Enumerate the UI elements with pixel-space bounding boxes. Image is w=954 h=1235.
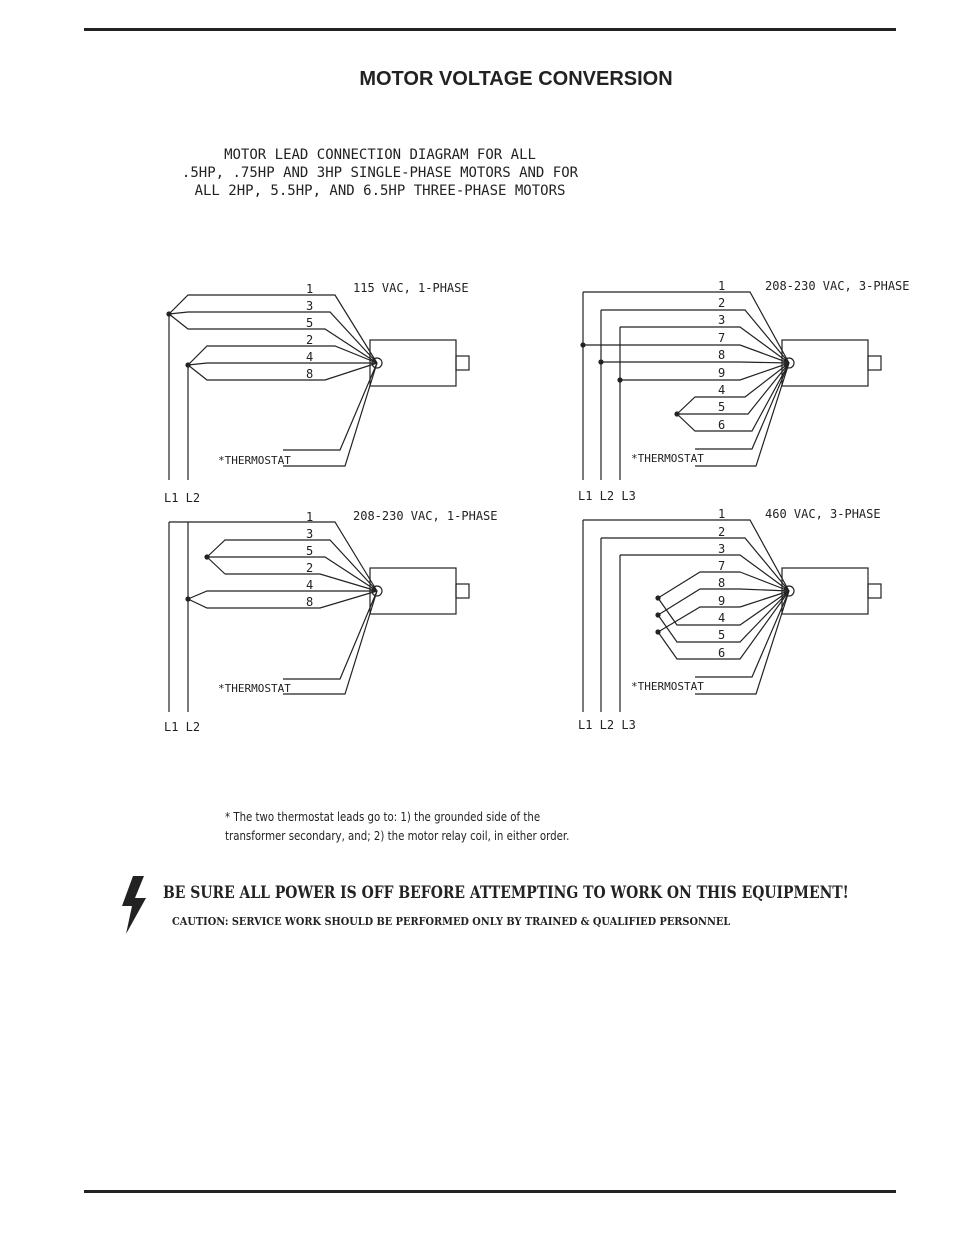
footnote-line-2: transformer secondary, and; 2) the motor relay coil, in either order. <box>225 829 570 843</box>
diagram-460vac-3phase <box>578 507 881 732</box>
voltage-label: 208-230 VAC, 3-PHASE <box>765 279 910 293</box>
motor-body <box>782 568 868 614</box>
lightning-bolt-icon <box>120 876 148 934</box>
motor-body <box>370 340 456 386</box>
line-labels: L1 L2 L3 <box>578 489 636 503</box>
lead-number: 9 <box>718 366 726 380</box>
lead-number: 2 <box>718 296 726 310</box>
diagram-208-230vac-3phase <box>578 279 910 503</box>
diagram-115vac-1phase <box>164 281 469 505</box>
lead-number: 6 <box>718 646 726 660</box>
lead-number: 5 <box>718 628 726 642</box>
lead-number: 1 <box>306 282 314 296</box>
lead-number: 3 <box>718 542 726 556</box>
lead-number: 3 <box>306 527 314 541</box>
thermostat-label: *THERMOSTAT <box>631 680 704 693</box>
lead-number: 4 <box>306 350 314 364</box>
lead-number: 8 <box>718 348 726 362</box>
motor-shaft <box>868 356 881 370</box>
power-off-warning: BE SURE ALL POWER IS OFF BEFORE ATTEMPTING TO WORK ON THIS EQUIPMENT! <box>163 883 849 903</box>
lead-number: 7 <box>718 559 726 573</box>
page-title: MOTOR VOLTAGE CONVERSION <box>359 68 673 90</box>
motor-body <box>782 340 868 386</box>
voltage-label: 115 VAC, 1-PHASE <box>353 281 469 295</box>
motor-body <box>370 568 456 614</box>
heading-line-1: MOTOR LEAD CONNECTION DIAGRAM FOR ALL <box>224 147 536 163</box>
motor-shaft <box>456 584 469 598</box>
lead-number: 1 <box>718 507 726 521</box>
lead-number: 3 <box>718 313 726 327</box>
lead-number: 4 <box>718 611 726 625</box>
heading-line-2: .5HP, .75HP AND 3HP SINGLE-PHASE MOTORS AND FOR <box>181 165 579 181</box>
bottom-rule <box>84 1190 896 1193</box>
lead-number: 4 <box>306 578 314 592</box>
lead-number: 8 <box>306 367 314 381</box>
motor-shaft <box>868 584 881 598</box>
lead-number: 5 <box>718 400 726 414</box>
lead-number: 1 <box>718 279 726 293</box>
lead-number: 2 <box>718 525 726 539</box>
heading-line-3: ALL 2HP, 5.5HP, AND 6.5HP THREE-PHASE MOTORS <box>194 183 566 199</box>
caution-text: CAUTION: SERVICE WORK SHOULD BE PERFORMED ONLY BY TRAINED & QUALIFIED PERSONNEL <box>172 914 731 928</box>
lead-number: 7 <box>718 331 726 345</box>
thermostat-label: *THERMOSTAT <box>218 454 291 467</box>
lead-number: 8 <box>306 595 314 609</box>
line-labels: L1 L2 <box>164 491 201 505</box>
lead-number: 2 <box>306 333 314 347</box>
motor-shaft <box>456 356 469 370</box>
line-labels: L1 L2 <box>164 720 201 734</box>
lead-number: 4 <box>718 383 726 397</box>
voltage-label: 208-230 VAC, 1-PHASE <box>353 509 498 523</box>
lead-number: 3 <box>306 299 314 313</box>
line-labels: L1 L2 L3 <box>578 718 636 732</box>
lead-number: 5 <box>306 544 314 558</box>
lead-number: 5 <box>306 316 314 330</box>
lead-number: 6 <box>718 418 726 432</box>
lead-number: 8 <box>718 576 726 590</box>
voltage-label: 460 VAC, 3-PHASE <box>765 507 881 521</box>
footnote-line-1: * The two thermostat leads go to: 1) the grounded side of the <box>225 810 541 824</box>
thermostat-label: *THERMOSTAT <box>631 452 704 465</box>
lead-number: 2 <box>306 561 314 575</box>
diagram-208-230vac-1phase <box>164 509 498 734</box>
thermostat-footnote <box>225 808 569 846</box>
lead-number: 1 <box>306 510 314 524</box>
thermostat-label: *THERMOSTAT <box>218 682 291 695</box>
lead-number: 9 <box>718 594 726 608</box>
